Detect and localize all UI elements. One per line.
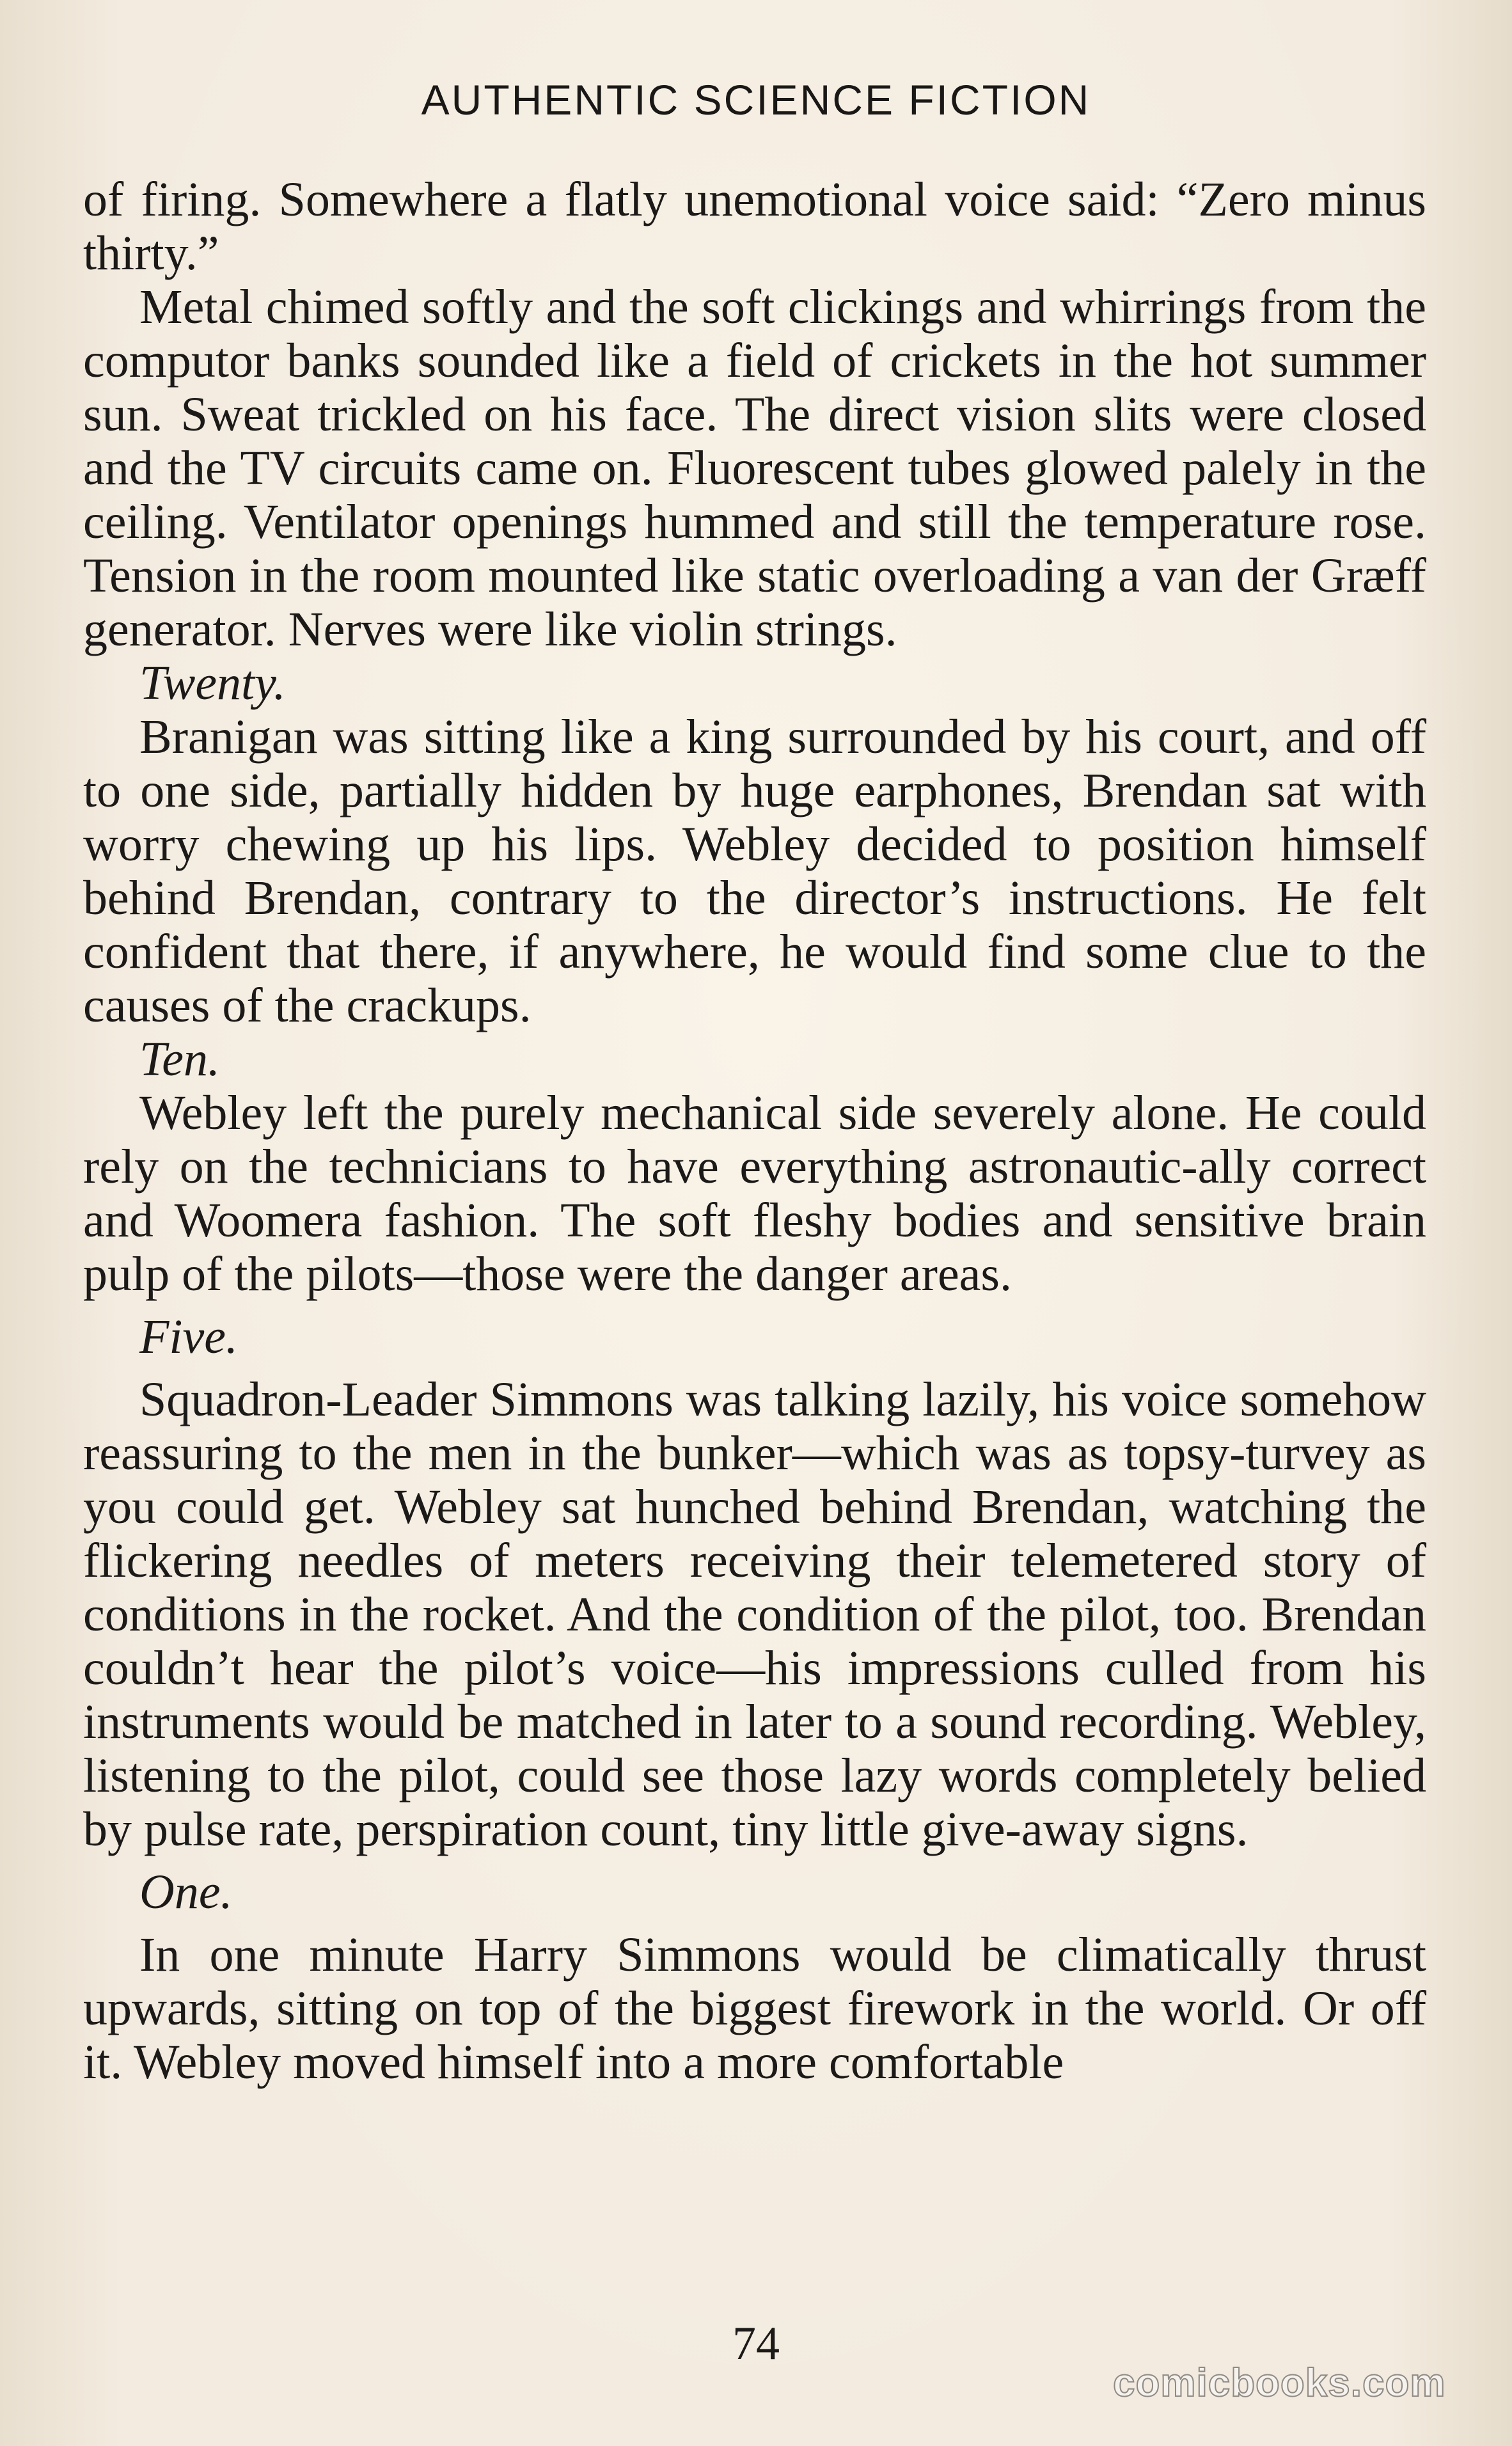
page-number: 74 [732, 2317, 780, 2370]
paragraph: Branigan was sitting like a king surrounded by his court, and off to one side, partially hidden by huge earphones, Brendan sat with worry chewing up his lips. Webley decided to position himself behind Brendan, contrary to the director’s instructions. He felt confident that there, if anywhere, he would find some clue to the causes of the crackups. [83, 710, 1426, 1032]
countdown-line: Ten. [139, 1032, 221, 1086]
site-watermark: comicbooks.com [1113, 2361, 1446, 2405]
body-text [83, 173, 1426, 2089]
running-head: AUTHENTIC SCIENCE FICTION [421, 76, 1091, 123]
paragraph: Squadron-Leader Simmons was talking lazily, his voice somehow reassuring to the men in the bunker—which was as topsy-turvey as you could get. Webley sat hunched behind Brendan, watching the flickering needles of meters receiving their telemetered story of conditions in the rocket. And the condition of the pilot, too. Brendan couldn’t hear the pilot’s voice—his impressions culled from his instruments would be matched in later to a sound recording. Webley, listening to the pilot, could see those lazy words completely belied by pulse rate, perspiration count, tiny little give-away signs. [83, 1373, 1426, 1856]
countdown-line: Twenty. [139, 656, 286, 710]
countdown-line: One. [139, 1865, 233, 1919]
paragraph: In one minute Harry Simmons would be climatically thrust upwards, sitting on top of the biggest firework in the world. Or off it. Webley moved himself into a more comfortable [83, 1928, 1426, 2089]
countdown-line: Five. [139, 1310, 239, 1364]
paragraph: of firing. Somewhere a flatly unemotional voice said: “Zero minus thirty.” [83, 173, 1426, 280]
paragraph: Metal chimed softly and the soft clickings and whirrings from the computor banks sounded like a field of crickets in the hot summer sun. Sweat trickled on his face. The direct vision slits were closed and the TV circuits came on. Fluorescent tubes glowed palely in the ceiling. Ventilator openings hummed and still the temperature rose. Tension in the room mounted like static overloading a van der Græff generator. Nerves were like violin strings. [83, 280, 1426, 656]
paragraph: Webley left the purely mechanical side severely alone. He could rely on the technicians to have everything astronautic-ally correct and Woomera fashion. The soft fleshy bodies and sensitive brain pulp of the pilots—those were the danger areas. [83, 1086, 1426, 1301]
